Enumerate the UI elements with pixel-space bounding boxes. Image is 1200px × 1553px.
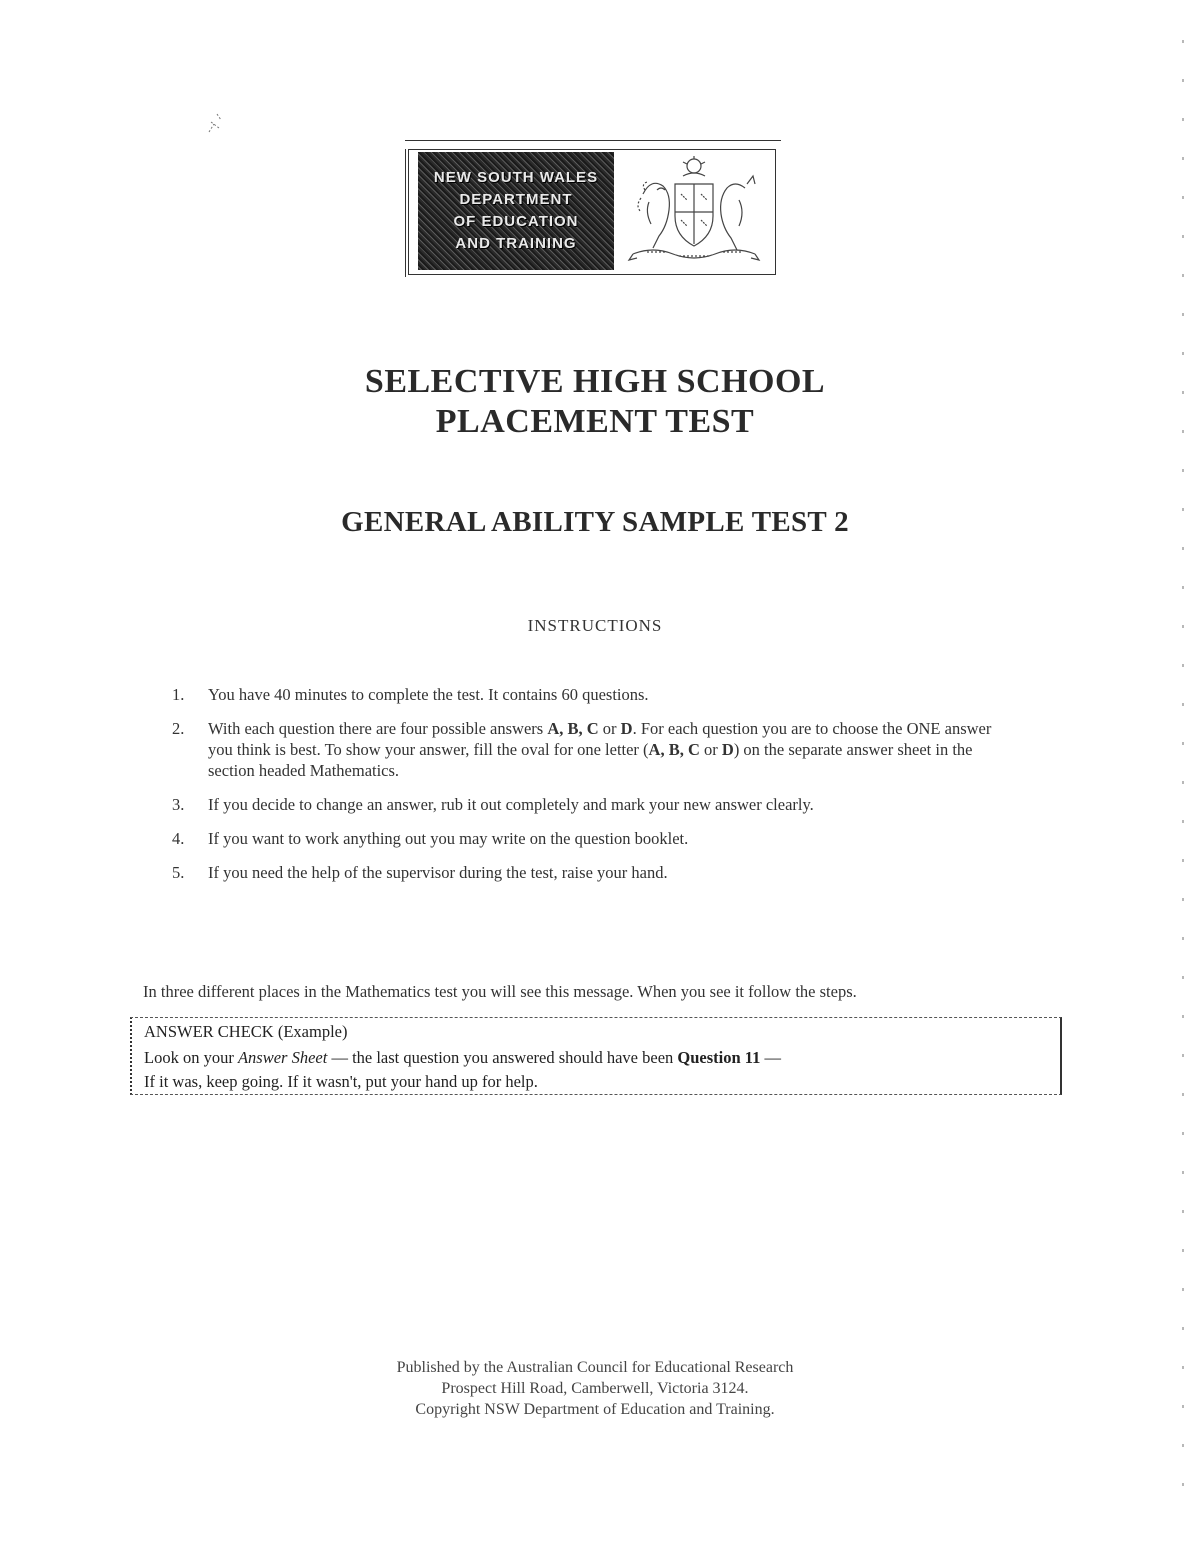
page-title — [0, 362, 1190, 442]
instruction-text: If you decide to change an answer, rub it out completely and mark your new answer clearly. — [208, 795, 814, 814]
answer-check-box — [130, 1017, 1062, 1095]
scan-speck — [205, 110, 227, 136]
instruction-number: 3. — [172, 795, 185, 814]
logo-left-rule — [405, 149, 406, 277]
instruction-item — [172, 862, 1002, 883]
instructions-list — [172, 684, 1002, 896]
instruction-text: If you want to work anything out you may write on the question booklet. — [208, 829, 689, 848]
footer-line: Copyright NSW Department of Education and Training. — [415, 1401, 775, 1418]
department-name-block — [418, 152, 614, 270]
publisher-footer — [0, 1357, 1190, 1420]
footer-line: Prospect Hill Road, Camberwell, Victoria 3124. — [441, 1380, 749, 1397]
instruction-item — [172, 794, 1002, 815]
test-subtitle: GENERAL ABILITY SAMPLE TEST 2 — [341, 506, 849, 538]
logo-top-rule — [405, 140, 781, 141]
instruction-number: 4. — [172, 829, 185, 848]
footer-line: Published by the Australian Council for Educational Research — [396, 1359, 794, 1376]
instruction-item — [172, 684, 1002, 705]
answer-check-line: Look on your Answer Sheet — the last question you answered should have been Question 11 — — [144, 1048, 782, 1067]
logo-text-line: OF EDUCATION — [453, 213, 579, 230]
instruction-number: 1. — [172, 685, 185, 704]
answer-check-line: If it was, keep going. If it wasn't, put your hand up for help. — [144, 1072, 538, 1091]
coat-of-arms-icon — [623, 154, 765, 268]
answer-check-title: ANSWER CHECK (Example) — [144, 1022, 348, 1041]
answer-check-intro: In three different places in the Mathematics test you will see this message. When you see it follow the steps. — [143, 982, 857, 1001]
instruction-item — [172, 828, 1002, 849]
department-logo — [405, 140, 781, 278]
instructions-heading: INSTRUCTIONS — [527, 616, 663, 635]
logo-text-line: AND TRAINING — [455, 235, 577, 252]
instruction-number: 2. — [172, 719, 185, 738]
instruction-text: If you need the help of the supervisor during the test, raise your hand. — [208, 863, 668, 882]
scan-edge-marks — [1180, 40, 1186, 1520]
title-line-2: PLACEMENT TEST — [435, 403, 755, 440]
instruction-text: You have 40 minutes to complete the test. It contains 60 questions. — [208, 685, 649, 704]
title-line-1: SELECTIVE HIGH SCHOOL — [364, 363, 826, 400]
instruction-item — [172, 718, 1002, 781]
logo-text-line: DEPARTMENT — [459, 191, 573, 208]
logo-text-line: NEW SOUTH WALES — [433, 169, 599, 186]
instruction-text: With each question there are four possible answers A, B, C or D. For each question you are to choose the ONE answer you think is best. To show your answer, fill the oval for one letter (A, B, C or D) on the separate answer sheet in the section headed Mathematics. — [208, 719, 992, 780]
instruction-number: 5. — [172, 863, 185, 882]
